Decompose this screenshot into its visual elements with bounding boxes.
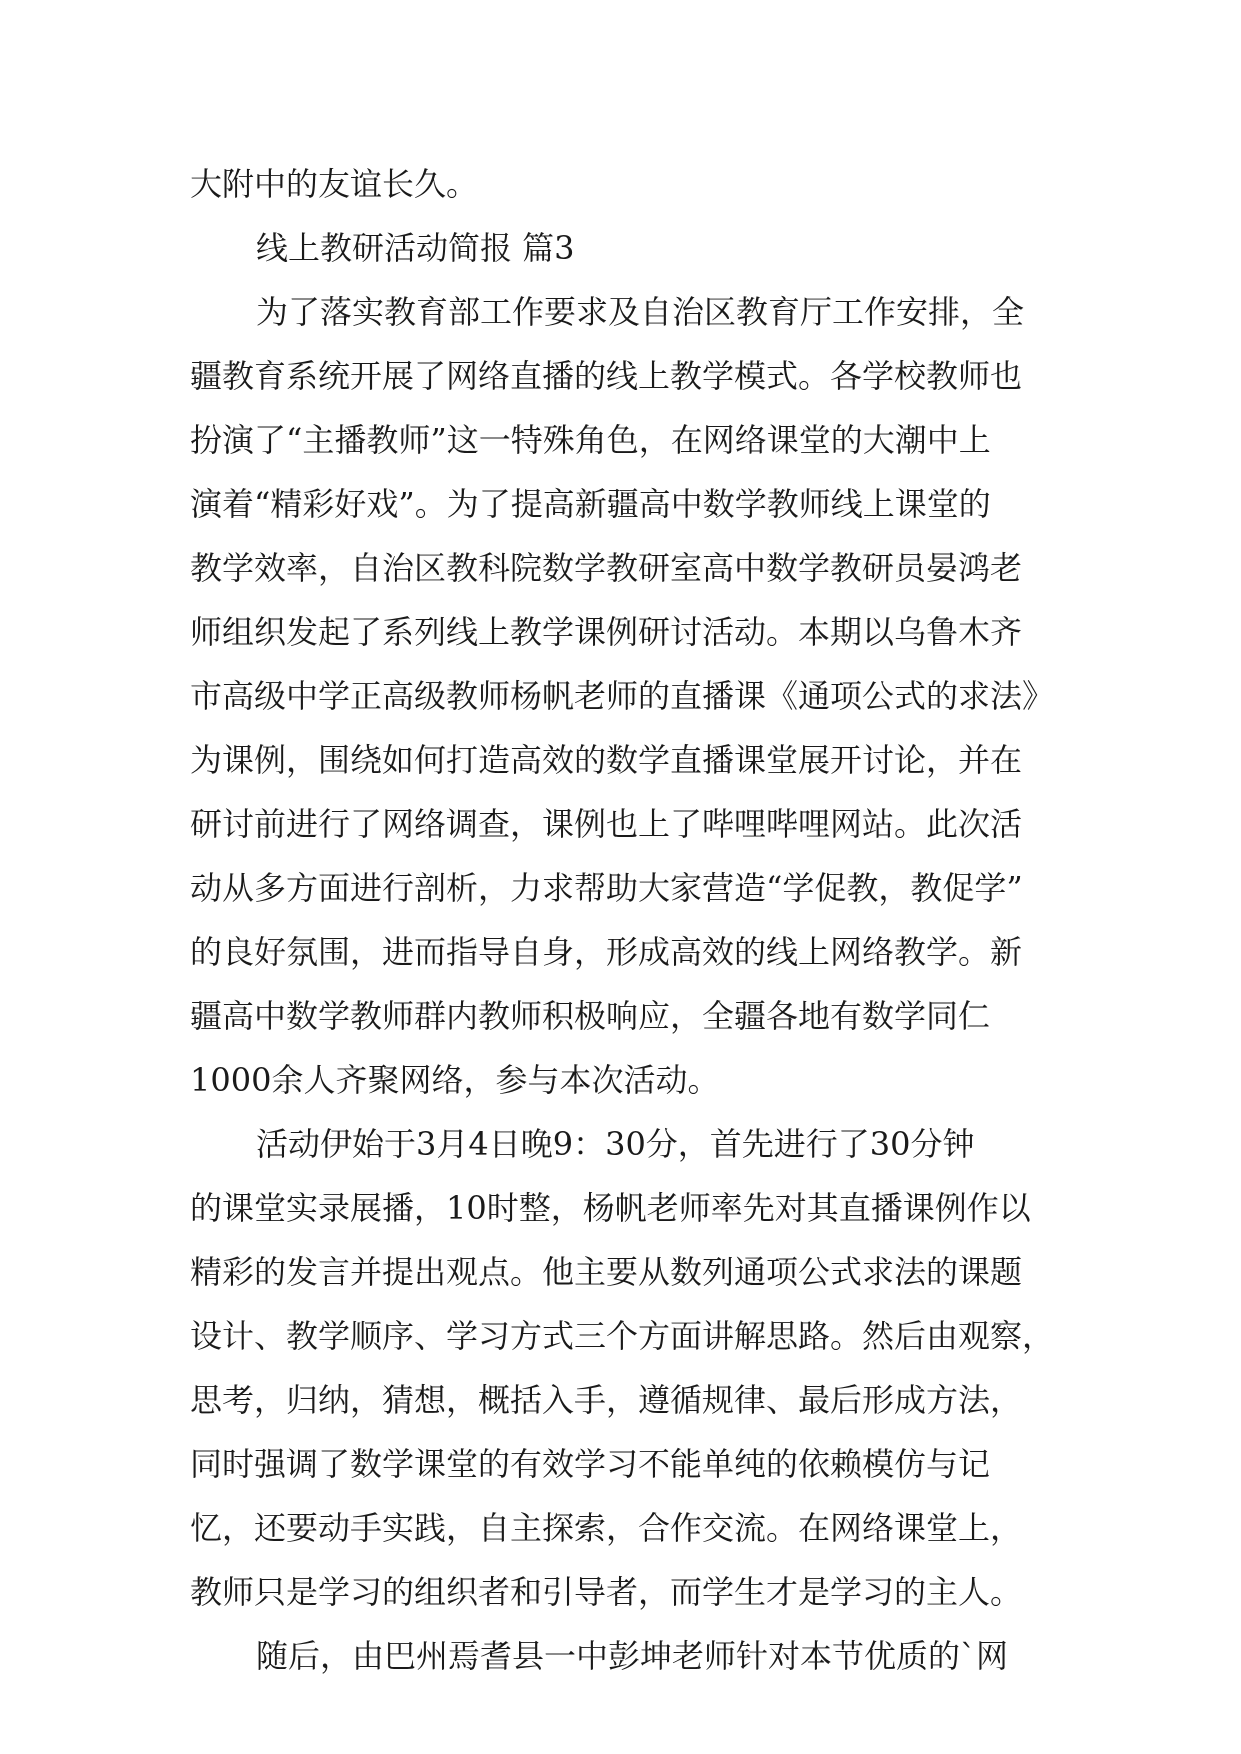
text-line: 教师只是学习的组织者和引导者，而学生才是学习的主人。 [190,1573,1023,1611]
text-line: 精彩的发言并提出观点。他主要从数列通项公式求法的课题 [190,1253,1023,1291]
text-line: 演着“精彩好戏”。为了提高新疆高中数学教师线上课堂的 [190,485,991,523]
text-line: 活动伊始于3月4日晚9：30分，首先进行了30分钟 [256,1125,975,1163]
text-line: 大附中的友谊长久。 [190,165,479,203]
text-line: 教学效率，自治区教科院数学教研室高中数学教研员晏鸿老 [190,549,1023,587]
section-heading: 线上教研活动简报 篇3 [256,229,575,267]
text-line: 研讨前进行了网络调查，课例也上了哔哩哔哩网站。此次活 [190,805,1023,843]
text-line: 为课例，围绕如何打造高效的数学直播课堂展开讨论，并在 [190,741,1023,779]
text-line: 动从多方面进行剖析，力求帮助大家营造“学促教，教促学” [190,869,1023,907]
text-line: 疆教育系统开展了网络直播的线上教学模式。各学校教师也 [190,357,1023,395]
text-line: 疆高中数学教师群内教师积极响应，全疆各地有数学同仁 [190,997,991,1035]
text-line: 的良好氛围，进而指导自身，形成高效的线上网络教学。新 [190,933,1023,971]
text-line: 师组织发起了系列线上教学课例研讨活动。本期以乌鲁木齐 [190,613,1023,651]
text-line: 忆，还要动手实践，自主探索，合作交流。在网络课堂上， [190,1509,1023,1547]
text-line: 的课堂实录展播，10时整，杨帆老师率先对其直播课例作以 [190,1189,1031,1227]
text-line: 为了落实教育部工作要求及自治区教育厅工作安排，全 [256,293,1025,331]
text-line: 1000余人齐聚网络，参与本次活动。 [190,1061,720,1099]
text-line: 思考，归纳，猜想，概括入手，遵循规律、最后形成方法， [190,1381,1023,1419]
text-line: 扮演了“主播教师”这一特殊角色，在网络课堂的大潮中上 [190,421,991,459]
text-line: 设计、教学顺序、学习方式三个方面讲解思路。然后由观察， [190,1317,1055,1355]
text-line: 市高级中学正高级教师杨帆老师的直播课《通项公式的求法》 [190,677,1055,715]
text-line: 随后，由巴州焉耆县一中彭坤老师针对本节优质的`网 [256,1637,1009,1675]
text-line: 同时强调了数学课堂的有效学习不能单纯的依赖模仿与记 [190,1445,991,1483]
